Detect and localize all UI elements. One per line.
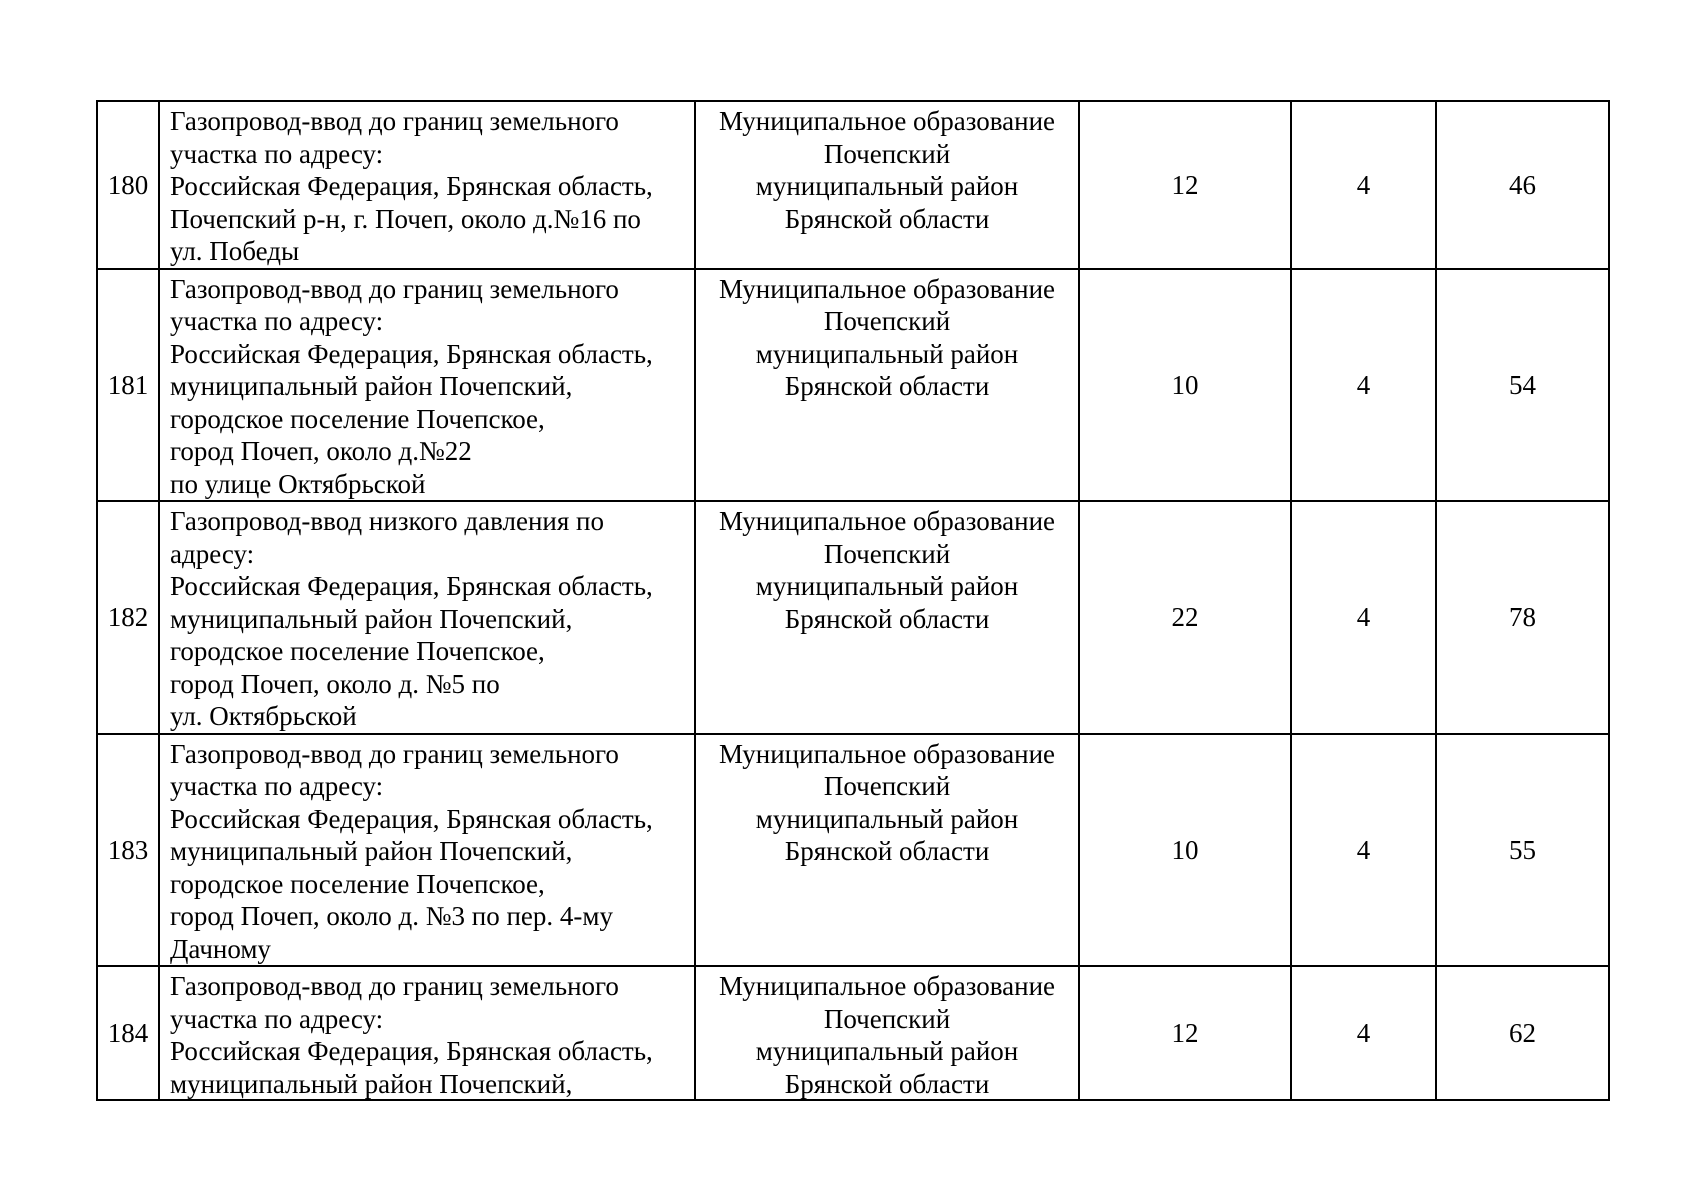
owner-cell	[695, 501, 1079, 734]
description-line: муниципальный район Почепский,	[170, 836, 573, 866]
owner-line: Муниципальное образование	[718, 273, 1056, 304]
owner-cell	[695, 734, 1079, 967]
value-cell-2: 4	[1291, 501, 1436, 734]
description-line: Газопровод-ввод низкого давления по	[170, 506, 604, 536]
owner-line: Почепский	[823, 538, 951, 569]
owner-line: Почепский	[823, 1003, 951, 1034]
value-cell-3: 62	[1436, 966, 1609, 1100]
table-row	[97, 734, 1609, 967]
table-row	[97, 101, 1609, 269]
object-description-cell	[159, 734, 695, 967]
row-number-cell: 184	[97, 966, 159, 1100]
owner-line: Муниципальное образование	[718, 506, 1056, 536]
description-line: Газопровод-ввод до границ земельного	[170, 106, 619, 136]
registry-table	[96, 100, 1610, 1101]
value-cell-2: 4	[1291, 966, 1436, 1100]
description-line: участка по адресу:	[170, 771, 384, 801]
owner-line: Муниципальное образование	[718, 106, 1056, 136]
row-number-cell: 183	[97, 734, 159, 967]
description-line: ул. Победы	[170, 236, 300, 266]
description-line: ул. Октябрьской	[170, 701, 357, 731]
description-line: Почепский р-н, г. Почеп, около д.№16 по	[170, 203, 641, 234]
value-cell-1: 10	[1079, 269, 1291, 502]
owner-line: Муниципальное образование	[718, 738, 1056, 769]
description-line: муниципальный район Почепский,	[170, 603, 573, 634]
object-description-cell	[159, 269, 695, 502]
description-line: город Почеп, около д. №3 по пер. 4-му	[170, 901, 613, 931]
description-line: Газопровод-ввод до границ земельного	[170, 971, 619, 1001]
owner-line: муниципальный район	[755, 571, 1019, 601]
description-line: адресу:	[170, 538, 255, 569]
row-number-cell: 180	[97, 101, 159, 269]
description-line: городское поселение Почепское,	[170, 868, 545, 899]
owner-cell	[695, 966, 1079, 1100]
table-row	[97, 501, 1609, 734]
owner-cell	[695, 269, 1079, 502]
description-line: городское поселение Почепское,	[170, 636, 545, 666]
owner-line: муниципальный район	[755, 803, 1019, 834]
description-line: участка по адресу:	[170, 1003, 384, 1034]
object-description-cell	[159, 966, 695, 1100]
owner-line: Брянской области	[784, 203, 990, 234]
owner-line: муниципальный район	[755, 171, 1019, 201]
description-line: Российская Федерация, Брянская область,	[170, 171, 653, 201]
owner-line: муниципальный район	[755, 338, 1019, 369]
description-line: муниципальный район Почепский,	[170, 371, 573, 401]
description-line: Российская Федерация, Брянская область,	[170, 803, 653, 834]
row-number-cell: 181	[97, 269, 159, 502]
owner-line: Брянской области	[784, 1068, 990, 1099]
owner-line: Почепский	[823, 306, 951, 336]
row-number-cell: 182	[97, 501, 159, 734]
table-row	[97, 269, 1609, 502]
description-line: участка по адресу:	[170, 138, 384, 169]
owner-line: муниципальный район	[755, 1036, 1019, 1066]
description-line: Российская Федерация, Брянская область,	[170, 571, 653, 601]
value-cell-1: 22	[1079, 501, 1291, 734]
description-line: Дачному	[170, 933, 271, 964]
description-line: Газопровод-ввод до границ земельного	[170, 738, 619, 769]
owner-cell	[695, 101, 1079, 269]
value-cell-2: 4	[1291, 269, 1436, 502]
document-page	[96, 100, 1608, 1101]
object-description-cell	[159, 101, 695, 269]
owner-line: Брянской области	[784, 371, 990, 401]
value-cell-3: 55	[1436, 734, 1609, 967]
value-cell-2: 4	[1291, 101, 1436, 269]
description-line: участка по адресу:	[170, 306, 384, 336]
value-cell-2: 4	[1291, 734, 1436, 967]
description-line: город Почеп, около д.№22	[170, 436, 472, 466]
table-row	[97, 966, 1609, 1100]
description-line: муниципальный район Почепский,	[170, 1068, 573, 1099]
description-line: Газопровод-ввод до границ земельного	[170, 273, 619, 304]
value-cell-3: 46	[1436, 101, 1609, 269]
value-cell-1: 12	[1079, 101, 1291, 269]
object-description-cell	[159, 501, 695, 734]
value-cell-1: 10	[1079, 734, 1291, 967]
owner-line: Брянской области	[784, 836, 990, 866]
owner-line: Муниципальное образование	[718, 971, 1056, 1001]
description-line: городское поселение Почепское,	[170, 403, 545, 434]
owner-line: Брянской области	[784, 603, 990, 634]
description-line: по улице Октябрьской	[170, 468, 426, 499]
owner-line: Почепский	[823, 138, 951, 169]
description-line: Российская Федерация, Брянская область,	[170, 338, 653, 369]
description-line: город Почеп, около д. №5 по	[170, 668, 500, 699]
value-cell-3: 78	[1436, 501, 1609, 734]
value-cell-1: 12	[1079, 966, 1291, 1100]
value-cell-3: 54	[1436, 269, 1609, 502]
owner-line: Почепский	[823, 771, 951, 801]
description-line: Российская Федерация, Брянская область,	[170, 1036, 653, 1066]
